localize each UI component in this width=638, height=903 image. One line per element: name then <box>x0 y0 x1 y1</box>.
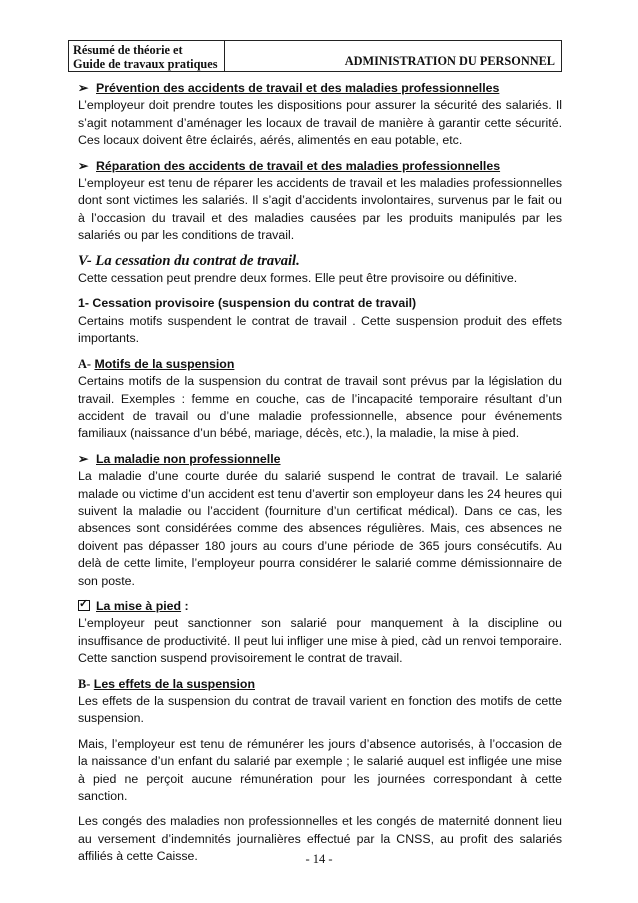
section-v-title: V- La cessation du contrat de travail. <box>78 252 300 269</box>
paragraph-reparation: L’employeur est tenu de réparer les accidents de travail et les maladies professionnelles dont sont victimes les salariés. Il s’agit d’accidents involontaires, survenus par le fait ou à l’occasion du travail et des maladies causées par les produits manipulés par les salariés ou par les conditions de travail. <box>78 176 562 243</box>
header-left-line2: Guide de travaux pratiques <box>73 57 218 71</box>
paragraph-a: Certains motifs de la suspension du contrat de travail sont prévus par la législation du travail. Exemples : femme en couche, cas de l’incapacité temporaire résultant d’un accident de travail ou d’une maladie professionnelle, absence pour événements familiaux (naissance d’un bébé, mariage, décès, etc.), la maladie, la mise à pied. <box>78 374 562 441</box>
paragraph-prevention: L’employeur doit prendre toutes les dispositions pour assurer la sécurité des salariés. Il s’agit notamment d’aménager les locaux de travail de manière à garantir cette sécurité. Ces locaux doivent être éclairés, aérés, alimentés en eau potable, etc. <box>78 98 562 148</box>
header-left-cell <box>69 41 225 71</box>
paragraph-v: Cette cessation peut prendre deux formes. Elle peut être provisoire ou définitive. <box>78 271 518 286</box>
paragraph-1: Certains motifs suspendent le contrat de travail . Cette suspension produit des effets importants. <box>78 313 562 346</box>
header-left-line1: Résumé de théorie et <box>73 43 183 57</box>
heading-prevention: ➢ Prévention des accidents de travail et des maladies professionnelles <box>78 80 562 97</box>
paragraph-mise-a-pied: L’employeur peut sanctionner son salarié pour manquement à la discipline ou insuffisance de productivité. Il peut lui infliger une mise à pied, càd un renvoi temporaire. Cette sanction suspend provisoirement le contrat de travail. <box>78 616 562 666</box>
page-header <box>68 40 562 72</box>
arrow-bullet-icon: ➢ <box>78 451 89 466</box>
heading-maladie: ➢ La maladie non professionnelle <box>78 451 562 468</box>
page-content <box>78 80 562 866</box>
paragraph-b-3: Les congés des maladies non professionnelles et les congés de maternité donnent lieu au versement d’indemnités journalières effectué par la CNSS, au profit des salariés affiliés à cette Caisse. <box>78 814 562 864</box>
arrow-bullet-icon: ➢ <box>78 81 89 95</box>
header-title: ADMINISTRATION DU PERSONNEL <box>344 54 555 68</box>
heading-b: B- Les effets de la suspension <box>78 676 255 691</box>
heading-a: A- Motifs de la suspension <box>78 356 235 371</box>
page-number: - 14 - <box>305 852 333 866</box>
paragraph-b-1: Les effets de la suspension du contrat de travail varient en fonction des motifs de cette suspension. <box>78 694 562 726</box>
heading-mise-a-pied: ✓La mise à pied : <box>78 598 562 615</box>
arrow-bullet-icon: ➢ <box>78 158 89 173</box>
header-right-cell <box>225 41 561 71</box>
section-1-title: 1- Cessation provisoire (suspension du contrat de travail) <box>78 296 417 311</box>
paragraph-b-2: Mais, l’employeur est tenu de rémunérer les jours d’absence autorisés, à l’occasion de la naissance d’un enfant du salarié par exemple ; le salarié auquel est infligée une mise à pied ne perçoit aucune rémunération pour les journées correspondant à cette sanction. <box>78 736 562 804</box>
heading-reparation: ➢ Réparation des accidents de travail et des maladies professionnelles <box>78 158 562 175</box>
checkbox-icon <box>78 600 90 611</box>
paragraph-maladie: La maladie d’une courte durée du salarié suspend le contrat de travail. Le salarié malade ou victime d’un accident est tenu d’avertir son employeur dans les 24 heures qui suivent la maladie ou l’accident (fourniture d’un certificat médical). Dans ce cas, les absences sont considérées comme des absences régulières. Mais, ces absences ne doivent pas dépasser 180 jours au cours d’une période de 365 jours consécutifs. Au delà de cette limite, l’employeur pourra considérer le salarié comme démissionnaire de son poste. <box>78 469 562 588</box>
